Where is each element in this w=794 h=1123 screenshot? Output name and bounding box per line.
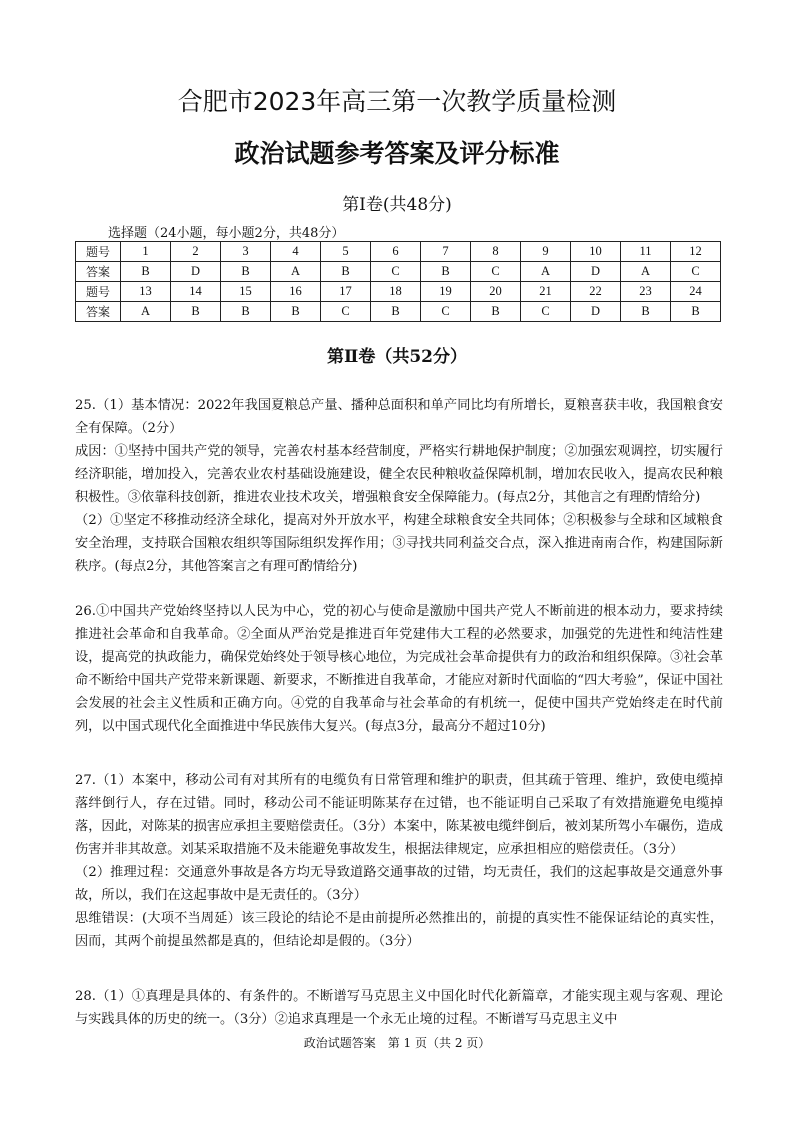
q27-part1: 27.（1）本案中，移动公司有对其所有的电缆负有日常管理和维护的职责，但其疏于管理、维护，致使电缆掉落绊倒行人，存在过错。同时，移动公司不能证明陈某存在过错，也不能证明自己采取了有效措施避免电缆掉落，因此，对陈某的损害应承担主要赔偿责任。（3分）本案中，陈某被电缆绊倒后，被刘某所驾小车碾伤，造成伤害并非其故意。刘某采取措施不及未能避免事故发生，根据法律规定，应承担相应的赔偿责任。（3分） (75, 773, 723, 857)
question-number-cell: 9 (521, 242, 571, 262)
row-header-answer: 答案 (76, 262, 121, 282)
row-header-number: 题号 (76, 282, 121, 302)
q25-causes: 成因：①坚持中国共产党的领导，完善农村基本经营制度，严格实行耕地保护制度；②加强宏观调控，切实履行经济职能，增加投入，完善农业农村基础设施建设，健全农民种粮收益保障机制，增加农民收入，提高农民种粮积极性。③依靠科技创新，推进农业技术攻关，增强粮食安全保障能力。(每点2分，其他言之有理酌情给分) (75, 444, 723, 505)
question-number-cell: 16 (271, 282, 321, 302)
question-number-cell: 1 (121, 242, 171, 262)
mcq-answer-table (75, 241, 721, 322)
answer-q28 (75, 985, 723, 1031)
q25-part2: （2）①坚定不移推动经济全球化，提高对外开放水平，构建全球粮食安全共同体；②积极参与全球和区域粮食安全治理，支持联合国粮农组织等国际组织发挥作用；③寻找共同利益交合点，深入推进南南合作，构建国际新秩序。(每点2分，其他答案言之有理可酌情给分) (75, 513, 723, 574)
part2-heading: 第Ⅱ卷（共52分） (327, 347, 467, 367)
answer-cell: B (221, 302, 271, 322)
question-number-cell: 5 (321, 242, 371, 262)
answer-q26 (75, 600, 723, 738)
answer-cell: C (421, 302, 471, 322)
question-number-cell: 4 (271, 242, 321, 262)
question-number-cell: 13 (121, 282, 171, 302)
question-number-cell: 21 (521, 282, 571, 302)
question-number-cell: 24 (671, 282, 721, 302)
q27-part2: （2）推理过程：交通意外事故是各方均无导致道路交通事故的过错，均无责任，我们的这起事故是交通意外事故，所以，我们在这起事故中是无责任的。（3分） (75, 865, 723, 903)
answer-cell: A (621, 262, 671, 282)
answer-cell: C (321, 302, 371, 322)
question-number-cell: 2 (171, 242, 221, 262)
answer-cell: B (271, 302, 321, 322)
answer-cell: B (171, 302, 221, 322)
question-number-cell: 23 (621, 282, 671, 302)
question-number-cell: 11 (621, 242, 671, 262)
answer-cell: C (471, 262, 521, 282)
question-number-cell: 6 (371, 242, 421, 262)
answer-cell: A (521, 262, 571, 282)
answer-q25 (75, 394, 723, 578)
q28-part1: 28.（1）①真理是具体的、有条件的。不断谱写马克思主义中国化时代化新篇章，才能实现主观与客观、理论与实践具体的历史的统一。（3分）②追求真理是一个永无止境的过程。不断谱写马克思主义中 (75, 989, 723, 1027)
question-number-cell: 20 (471, 282, 521, 302)
answer-cell: B (121, 262, 171, 282)
question-number-cell: 10 (571, 242, 621, 262)
answer-cell: D (571, 302, 621, 322)
question-number-row (76, 282, 721, 302)
question-number-cell: 14 (171, 282, 221, 302)
answer-cell: D (171, 262, 221, 282)
question-number-cell: 17 (321, 282, 371, 302)
question-number-row (76, 242, 721, 262)
answer-cell: B (321, 262, 371, 282)
question-number-cell: 22 (571, 282, 621, 302)
row-header-answer: 答案 (76, 302, 121, 322)
answer-cell: C (671, 262, 721, 282)
question-number-cell: 12 (671, 242, 721, 262)
q25-part1: 25.（1）基本情况：2022年我国夏粮总产量、播种总面积和单产同比均有所增长，夏粮喜获丰收，我国粮食安全有保障。（2分） (75, 398, 723, 436)
answer-cell: B (421, 262, 471, 282)
question-number-cell: 7 (421, 242, 471, 262)
answer-cell: B (621, 302, 671, 322)
answer-cell: C (371, 262, 421, 282)
row-header-number: 题号 (76, 242, 121, 262)
answer-cell: B (671, 302, 721, 322)
mcq-label: 选择题（24小题，每小题2分，共48分） (108, 226, 345, 241)
answer-cell: C (521, 302, 571, 322)
question-number-cell: 18 (371, 282, 421, 302)
page-footer: 政治试题答案 第 1 页（共 2 页） (303, 1036, 491, 1050)
answer-row (76, 262, 721, 282)
answer-cell: B (471, 302, 521, 322)
answer-key-subtitle: 政治试题参考答案及评分标准 (234, 139, 560, 168)
answer-q27 (75, 769, 723, 953)
answer-cell: B (221, 262, 271, 282)
question-number-cell: 3 (221, 242, 271, 262)
answer-cell: A (271, 262, 321, 282)
answer-cell: D (571, 262, 621, 282)
q26-text: 26.①中国共产党始终坚持以人民为中心，党的初心与使命是激励中国共产党人不断前进的根本动力，要求持续推进社会革命和自我革命。②全面从严治党是推进百年党建伟大工程的必然要求，加强党的先进性和纯洁性建设，提高党的执政能力，确保党始终处于领导核心地位，为完成社会革命提供有力的政治和组织保障。③社会革命不断给中国共产党带来新课题、新要求，不断推进自我革命，才能应对新时代面临的“四大考验”，保证中国社会发展的社会主义性质和正确方向。④党的自我革命与社会革命的有机统一，促使中国共产党始终走在时代前列，以中国式现代化全面推进中华民族伟大复兴。(每点3分，最高分不超过10分) (75, 604, 723, 734)
answer-row (76, 302, 721, 322)
question-number-cell: 19 (421, 282, 471, 302)
exam-title: 合肥市2023年高三第一次教学质量检测 (177, 87, 617, 116)
question-number-cell: 15 (221, 282, 271, 302)
q27-logic-error: 思维错误：(大项不当周延）该三段论的结论不是由前提所必然推出的，前提的真实性不能保证结论的真实性，因而，其两个前提虽然都是真的，但结论却是假的。（3分） (75, 911, 723, 949)
answer-cell: A (121, 302, 171, 322)
question-number-cell: 8 (471, 242, 521, 262)
answer-cell: B (371, 302, 421, 322)
part1-heading: 第Ⅰ卷(共48分) (342, 195, 452, 215)
